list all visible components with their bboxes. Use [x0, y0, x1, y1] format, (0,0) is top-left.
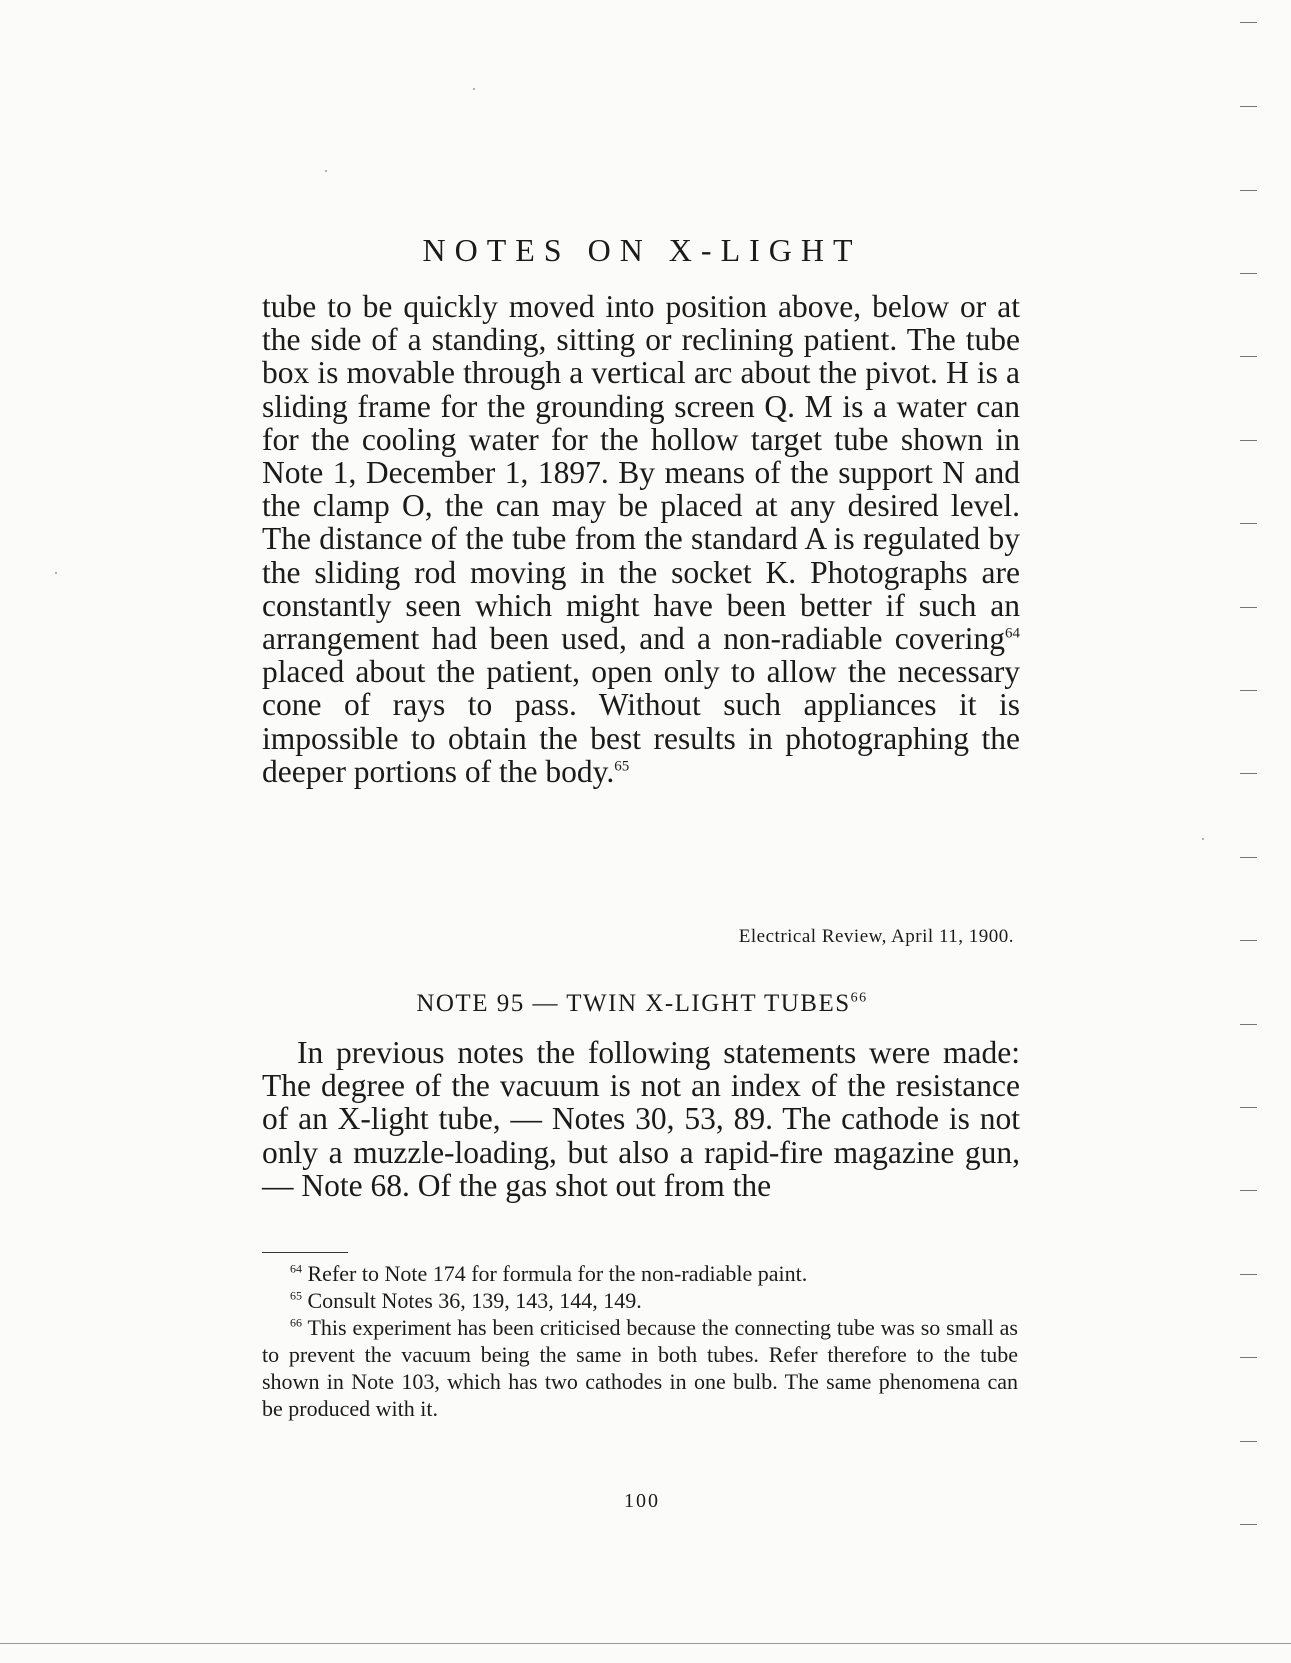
paragraph-1-text-b: placed about the patient, open only to allow the necessary cone of rays to pass. Without such appliances it is impossible to obtain the best results in photographing the deeper portions of the body. [262, 654, 1020, 789]
citation: Electrical Review, April 11, 1900. [738, 926, 1014, 947]
margin-tick [1240, 1274, 1257, 1275]
footnote-rule [262, 1252, 348, 1253]
margin-tick [1240, 1524, 1257, 1525]
scan-speck [473, 88, 475, 90]
footnote-64-text: Refer to Note 174 for formula for the non-radiable paint. [307, 1261, 808, 1286]
margin-tick [1240, 523, 1257, 524]
footnote-ref-66: 66 [850, 990, 868, 1006]
margin-tick [1240, 356, 1257, 357]
paragraph-1-text-a: tube to be quickly moved into position above, below or at the side of a standing, sitting or reclining patient. The tube box is movable through a vertical arc about the pivot. H is a sliding frame for the grounding screen Q. M is a water can for the cooling water for the hollow target tube shown in Note 1, December 1, 1897. By means of the support N and the clamp O, the can may be placed at any desired level. The distance of the tube from the standard A is regulated by the sliding rod moving in the socket K. Photographs are constantly seen which might have been better if such an arrangement had been used, and a non-radiable covering [262, 289, 1020, 657]
page-number: 100 [624, 1490, 660, 1512]
margin-tick [1240, 106, 1257, 107]
body-paragraph-2 [262, 1036, 1020, 1202]
margin-tick [1240, 857, 1257, 858]
footnote-ref-64: 64 [1005, 625, 1020, 642]
footnote-65-number: 65 [290, 1288, 302, 1303]
footnote-65-text: Consult Notes 36, 139, 143, 144, 149. [307, 1288, 642, 1313]
margin-tick [1240, 190, 1257, 191]
scan-margin-ticks [1240, 0, 1270, 1663]
margin-tick [1240, 607, 1257, 608]
footnote-64-number: 64 [290, 1261, 302, 1276]
footnotes [262, 1260, 1018, 1422]
scan-speck [325, 170, 327, 172]
margin-tick [1240, 1441, 1257, 1442]
footnote-66-text: This experiment has been criticised because the connecting tube was so small as to prevent the vacuum being the same in both tubes. Refer therefore to the tube shown in Note 103, which has two cathodes in one bulb. The same phenomena can be produced with it. [262, 1315, 1018, 1421]
section-heading-text: NOTE 95 — TWIN X-LIGHT TUBES [416, 990, 851, 1017]
footnote-64 [262, 1260, 1018, 1287]
margin-tick [1240, 1190, 1257, 1191]
margin-tick [1240, 440, 1257, 441]
running-head: NOTES ON X-LIGHT [422, 232, 862, 268]
margin-tick [1240, 690, 1257, 691]
scan-bottom-edge [0, 1643, 1291, 1644]
footnote-66-number: 66 [290, 1315, 302, 1330]
footnote-ref-65: 65 [614, 758, 630, 775]
margin-tick [1240, 940, 1257, 941]
scan-speck [55, 572, 57, 574]
margin-tick [1240, 1024, 1257, 1025]
margin-tick [1240, 1107, 1257, 1108]
margin-tick [1240, 22, 1257, 23]
margin-tick [1240, 1357, 1257, 1358]
margin-tick [1240, 273, 1257, 274]
scan-speck [1202, 838, 1204, 840]
footnote-66 [262, 1314, 1018, 1422]
section-heading [262, 990, 1022, 1018]
footnote-65 [262, 1287, 1018, 1314]
body-paragraph-1 [262, 290, 1020, 788]
margin-tick [1240, 773, 1257, 774]
paragraph-2-text: In previous notes the following statements were made: The degree of the vacuum is not an index of the resistance of an X-light tube, — Notes 30, 53, 89. The cathode is not only a muzzle-loading, but also a rapid-fire magazine gun, — Note 68. Of the gas shot out from the [262, 1035, 1020, 1203]
